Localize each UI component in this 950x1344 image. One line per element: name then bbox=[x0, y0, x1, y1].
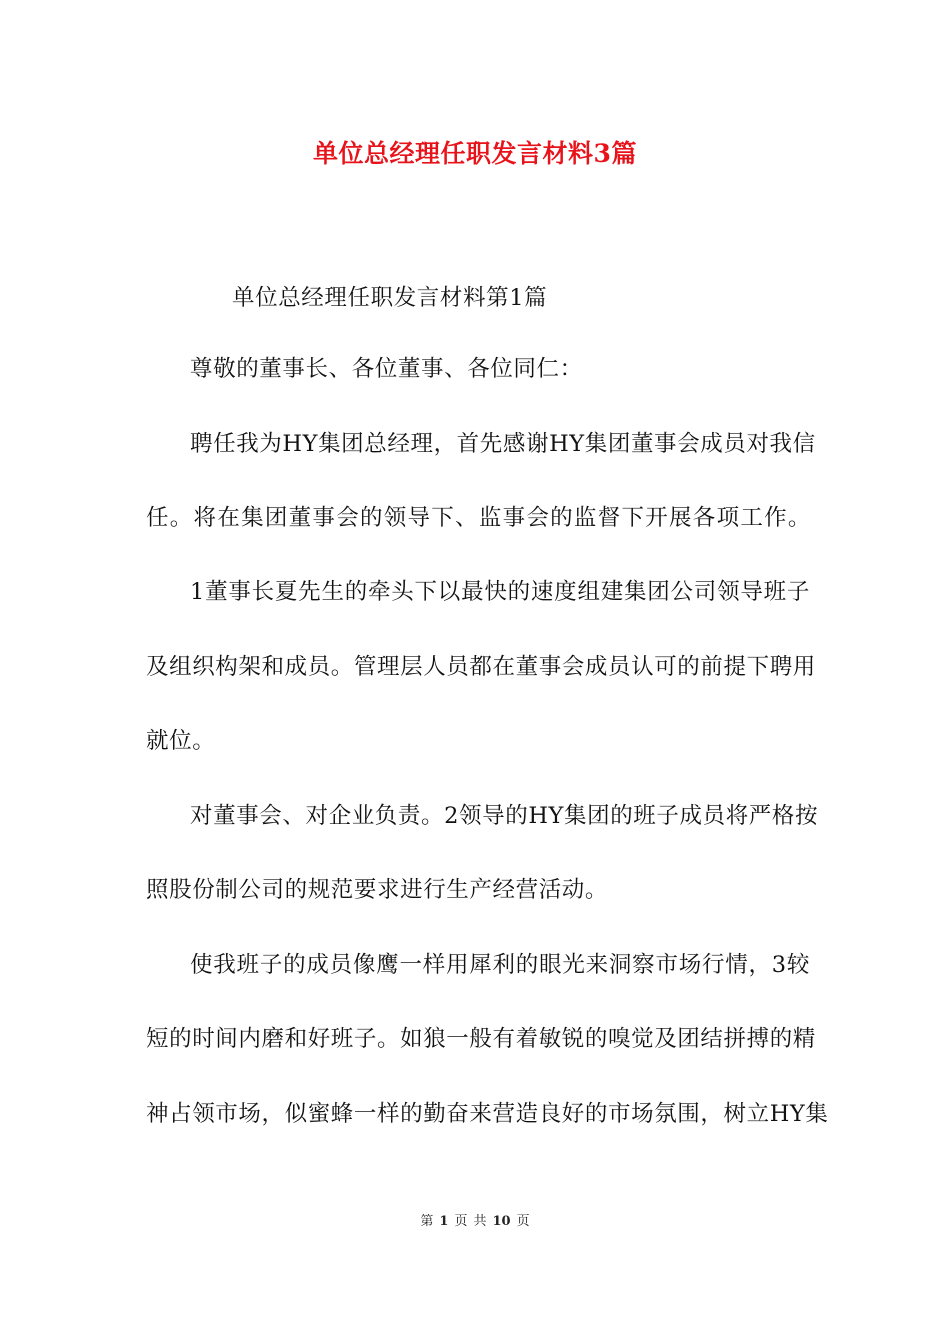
paragraph-line: 聘任我为HY集团总经理，首先感谢HY集团董事会成员对我信 bbox=[190, 431, 816, 457]
paragraph-line: 使我班子的成员像鹰一样用犀利的眼光来洞察市场行情，3较 bbox=[190, 952, 810, 978]
document-title: 单位总经理任职发言材料3篇 bbox=[313, 139, 637, 168]
paragraph-line: 1董事长夏先生的牵头下以最快的速度组建集团公司领导班子 bbox=[190, 579, 810, 605]
footer-current-page: 1 bbox=[439, 1214, 449, 1229]
paragraph-line: 就位。 bbox=[146, 728, 216, 754]
paragraph-line: 对董事会、对企业负责。2领导的HY集团的班子成员将严格按 bbox=[190, 803, 819, 829]
paragraph-line: 短的时间内磨和好班子。如狼一般有着敏锐的嗅觉及团结拼搏的精 bbox=[146, 1026, 816, 1052]
paragraph-line: 及组织构架和成员。管理层人员都在董事会成员认可的前提下聘用 bbox=[146, 654, 816, 680]
section-heading: 单位总经理任职发言材料第1篇 bbox=[232, 285, 548, 311]
paragraph-line: 任。将在集团董事会的领导下、监事会的监督下开展各项工作。 bbox=[146, 505, 811, 531]
footer-suffix: 页 bbox=[516, 1214, 530, 1229]
salutation-line: 尊敬的董事长、各位董事、各位同仁： bbox=[190, 356, 583, 382]
footer-total-pages: 10 bbox=[492, 1214, 511, 1229]
footer-total-label: 共 bbox=[473, 1214, 487, 1229]
footer-prefix: 第 bbox=[420, 1214, 434, 1229]
page-footer bbox=[0, 1210, 950, 1229]
footer-page-label: 页 bbox=[454, 1214, 468, 1229]
paragraph-line: 照股份制公司的规范要求进行生产经营活动。 bbox=[146, 877, 609, 903]
paragraph-line: 神占领市场，似蜜蜂一样的勤奋来营造良好的市场氛围，树立HY集 bbox=[146, 1101, 829, 1127]
